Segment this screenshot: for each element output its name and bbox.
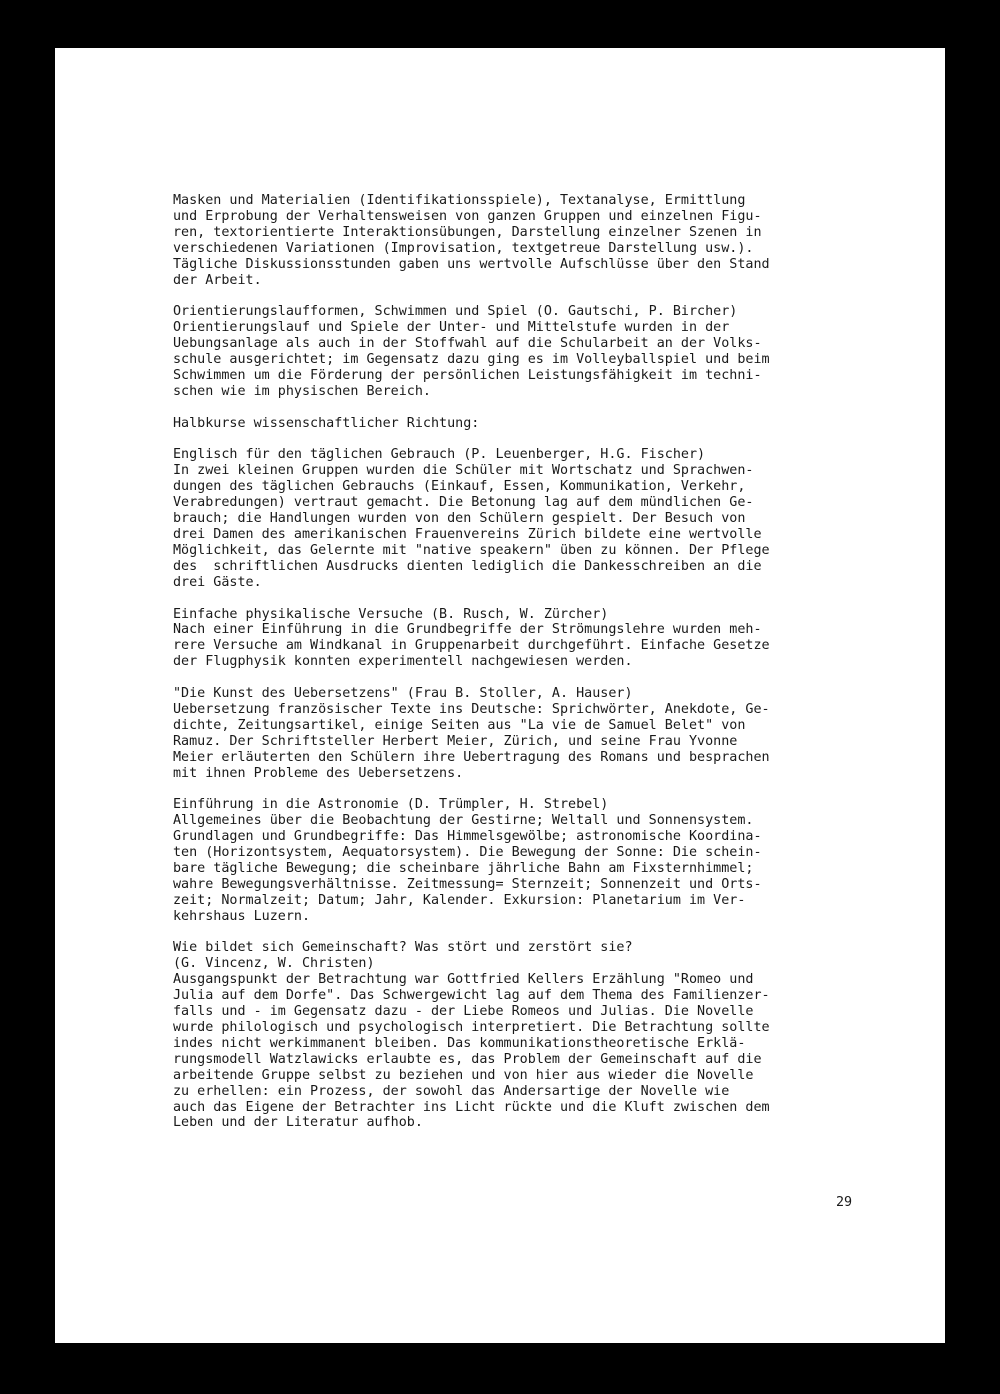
text-line: Masken und Materialien (Identifikationsspiele), Textanalyse, Ermittlung <box>173 193 746 208</box>
text-line: Möglichkeit, das Gelernte mit "native speakern" üben zu können. Der Pflege <box>173 542 770 558</box>
text-line: Tägliche Diskussionsstunden gaben uns wertvolle Aufschlüsse über den Stand <box>173 256 770 272</box>
text-line: schule ausgerichtet; im Gegensatz dazu ging es im Volleyballspiel und beim <box>173 352 770 368</box>
text-line: dungen des täglichen Gebrauchs (Einkauf, Essen, Kommunikation, Verkehr, <box>173 479 746 495</box>
text-line: der Flugphysik konnten experimentell nachgewiesen werden. <box>173 654 633 670</box>
paragraph <box>173 940 893 1131</box>
text-line: mit ihnen Probleme des Uebersetzens. <box>173 765 464 781</box>
text-line: rere Versuche am Windkanal in Gruppenarbeit durchgeführt. Einfache Gesetze <box>173 638 770 654</box>
paragraph <box>173 304 893 399</box>
text-line: Julia auf dem Dorfe". Das Schwergewicht lag auf dem Thema des Familienzer- <box>173 988 770 1004</box>
text-line: ten (Horizontsystem, Aequatorsystem). Die Bewegung der Sonne: Die schein- <box>173 845 762 861</box>
text-line: Uebungsanlage als auch in der Stoffwahl auf die Schularbeit an der Volks- <box>173 336 762 352</box>
text-line: Allgemeines über die Beobachtung der Gestirne; Weltall und Sonnensystem. <box>173 813 754 829</box>
paragraph <box>173 686 893 781</box>
text-line: kehrshaus Luzern. <box>173 908 311 924</box>
paragraph <box>173 416 893 432</box>
text-line: Meier erläuterten den Schülern ihre Uebertragung des Romans und besprachen <box>173 749 770 765</box>
text-line: dichte, Zeitungsartikel, einige Seiten aus "La vie de Samuel Belet" von <box>173 717 746 733</box>
text-line: Schwimmen um die Förderung der persönlichen Leistungsfähigkeit im techni- <box>173 367 762 383</box>
text-line: Verabredungen) vertraut gemacht. Die Betonung lag auf dem mündlichen Ge- <box>173 495 754 511</box>
text-line: Einfache physikalische Versuche (B. Rusch, W. Zürcher) <box>173 606 609 622</box>
paragraph <box>173 797 893 924</box>
page-number: 29 <box>836 1195 853 1210</box>
text-line: und Erprobung der Verhaltensweisen von ganzen Gruppen und einzelnen Figu- <box>173 208 762 224</box>
paragraph <box>173 607 893 671</box>
text-line: Englisch für den täglichen Gebrauch (P. Leuenberger, H.G. Fischer) <box>173 447 706 463</box>
text-line: arbeitende Gruppe selbst zu beziehen und von hier aus wieder die Novelle <box>173 1067 754 1083</box>
text-line: Ramuz. Der Schriftsteller Herbert Meier, Zürich, und seine Frau Yvonne <box>173 733 738 749</box>
text-line: (G. Vincenz, W. Christen) <box>173 956 375 972</box>
text-line: Einführung in die Astronomie (D. Trümpler, H. Strebel) <box>173 797 609 813</box>
text-line: Orientierungslaufformen, Schwimmen und Spiel (O. Gautschi, P. Bircher) <box>173 304 738 320</box>
text-line: Nach einer Einführung in die Grundbegriffe der Strömungslehre wurden meh- <box>173 622 762 638</box>
text-line: auch das Eigene der Betrachter ins Licht rückte und die Kluft zwischen dem <box>173 1099 770 1115</box>
text-line: wurde philologisch und psychologisch interpretiert. Die Betrachtung sollte <box>173 1020 770 1036</box>
text-line: Ausgangspunkt der Betrachtung war Gottfried Kellers Erzählung "Romeo und <box>173 972 754 988</box>
text-line: des schriftlichen Ausdrucks dienten lediglich die Dankesschreiben an die <box>173 558 762 574</box>
text-line: schen wie im physischen Bereich. <box>173 383 431 399</box>
text-line: falls und - im Gegensatz dazu - der Liebe Romeos und Julias. Die Novelle <box>173 1004 754 1020</box>
text-line: bare tägliche Bewegung; die scheinbare jährliche Bahn am Fixsternhimmel; <box>173 860 754 876</box>
text-line: zu erhellen: ein Prozess, der sowohl das Andersartige der Novelle wie <box>173 1083 730 1099</box>
body-text <box>173 193 893 1147</box>
text-line: Orientierungslauf und Spiele der Unter- und Mittelstufe wurden in der <box>173 320 730 336</box>
text-line: wahre Bewegungsverhältnisse. Zeitmessung= Sternzeit; Sonnenzeit und Orts- <box>173 876 762 892</box>
text-line: "Die Kunst des Uebersetzens" (Frau B. Stoller, A. Hauser) <box>173 686 633 702</box>
text-line: der Arbeit. <box>173 272 262 288</box>
text-line: rungsmodell Watzlawicks erlaubte es, das Problem der Gemeinschaft auf die <box>173 1051 762 1067</box>
text-line: Grundlagen und Grundbegriffe: Das Himmelsgewölbe; astronomische Koordina- <box>173 829 762 845</box>
text-line: drei Damen des amerikanischen Frauenvereins Zürich bildete eine wertvolle <box>173 526 762 542</box>
text-line: zeit; Normalzeit; Datum; Jahr, Kalender. Exkursion: Planetarium im Ver- <box>173 892 746 908</box>
text-line: verschiedenen Variationen (Improvisation, textgetreue Darstellung usw.). <box>173 240 754 256</box>
text-line: ren, textorientierte Interaktionsübungen, Darstellung einzelner Szenen in <box>173 224 762 240</box>
text-line: brauch; die Handlungen wurden von den Schülern gespielt. Der Besuch von <box>173 511 746 527</box>
text-line: drei Gäste. <box>173 574 262 590</box>
text-line: indes nicht werkimmanent bleiben. Das kommunikationstheoretische Erklä- <box>173 1035 746 1051</box>
text-line: Wie bildet sich Gemeinschaft? Was stört und zerstört sie? <box>173 940 633 956</box>
text-line: In zwei kleinen Gruppen wurden die Schüler mit Wortschatz und Sprachwen- <box>173 463 754 479</box>
document-page <box>55 48 945 1343</box>
text-line: Leben und der Literatur aufhob. <box>173 1115 423 1131</box>
text-line: Uebersetzung französischer Texte ins Deutsche: Sprichwörter, Anekdote, Ge- <box>173 701 770 717</box>
text-line: Halbkurse wissenschaftlicher Richtung: <box>173 415 480 431</box>
paragraph <box>173 447 893 590</box>
paragraph <box>173 193 893 288</box>
